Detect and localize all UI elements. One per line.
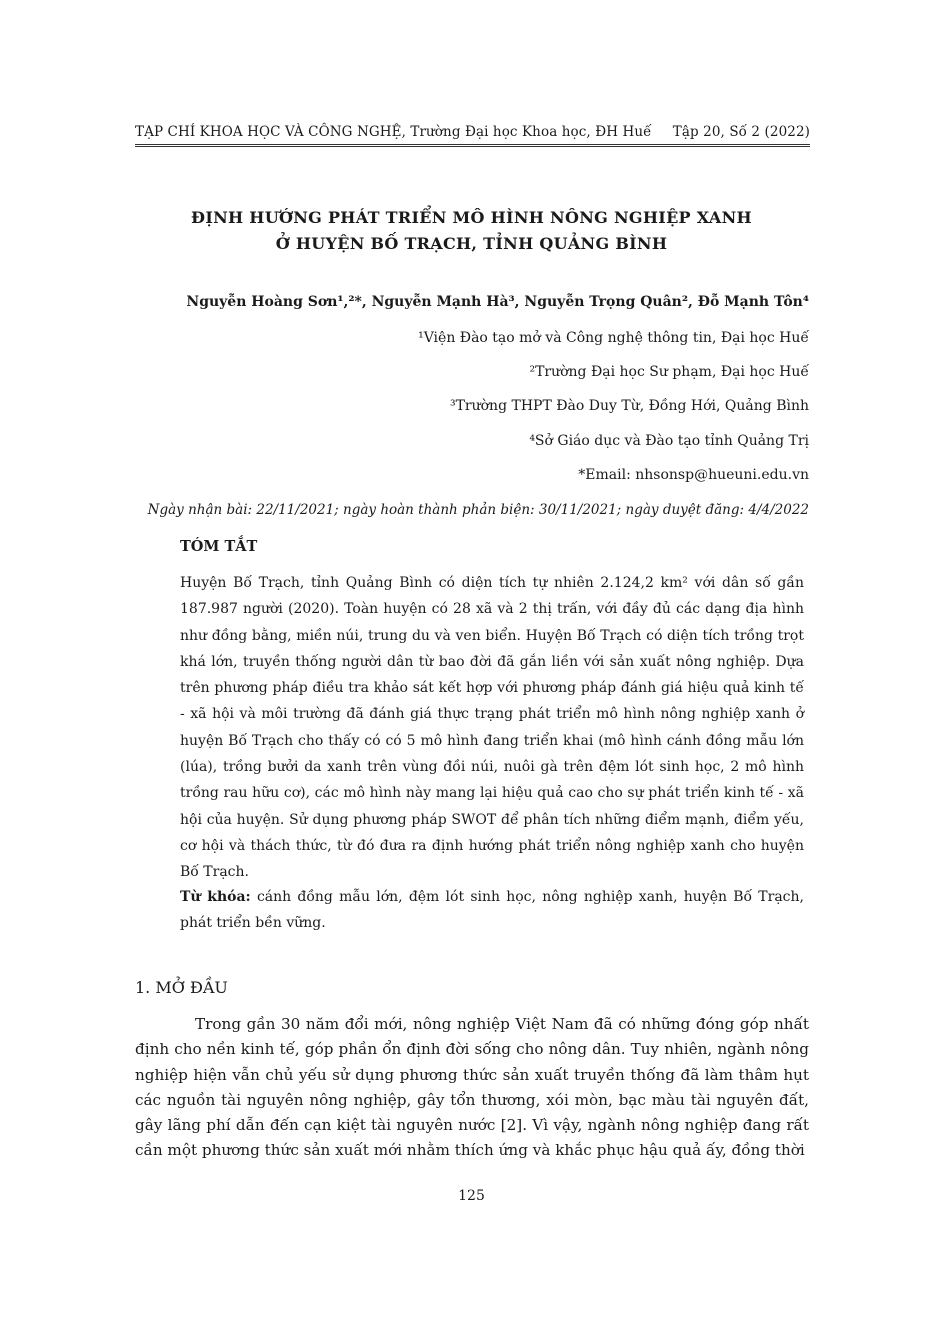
section-body-text: Trong gần 30 năm đổi mới, nông nghiệp Việt Nam đã có những đóng góp nhất định cho nền kinh tế, góp phần ổn định đời sống cho nông dân. Tuy nhiên, ngành nông nghiệp hiện vẫn chủ yếu sử dụng phương thức sản xuất truyền thống đã làm thâm hụt các nguồn tài nguyên nông nghiệp, gây tổn thương, xói mòn, bạc màu tài nguyên đất, gây lãng phí dẫn đến cạn kiệt tài nguyên nước [2]. Vì vậy, ngành nông nghiệp đang rất cần một phương thức sản xuất mới nhằm thích ứng và khắc phục hậu quả ấy, đồng thời	[135, 1015, 809, 1160]
title-line-1: ĐỊNH HƯỚNG PHÁT TRIỂN MÔ HÌNH NÔNG NGHIỆP XANH	[191, 208, 752, 227]
author-list: Nguyễn Hoàng Sơn¹,²*, Nguyễn Mạnh Hà³, Nguyễn Trọng Quân², Đỗ Mạnh Tôn⁴	[186, 294, 809, 310]
affiliation-3: ³Trường THPT Đào Duy Từ, Đồng Hới, Quảng Bình	[449, 398, 809, 414]
abstract-text: Huyện Bố Trạch, tỉnh Quảng Bình có diện tích tự nhiên 2.124,2 km² với dân số gần 187.987 người (2020). Toàn huyện có 28 xã và 2 thị trấn, với đầy đủ các dạng địa hình như đồng bằng, miền núi, trung du và ven biển. Huyện Bố Trạch có diện tích trồng trọt khá lớn, truyền thống người dân từ bao đời đã gắn liền với sản xuất nông nghiệp. Dựa trên phương pháp điều tra khảo sát kết hợp với phương pháp đánh giá hiệu quả kinh tế - xã hội và môi trường đã đánh giá thực trạng phát triển mô hình nông nghiệp xanh ở huyện Bố Trạch cho thấy có có 5 mô hình đang triển khai (mô hình cánh đồng mẫu lớn (lúa), trồng bưởi da xanh trên vùng đồi núi, nuôi gà trên đệm lót sinh học, 2 mô hình trồng rau hữu cơ), các mô hình này mang lại hiệu quả cao cho sự phát triển kinh tế - xã hội của huyện. Sử dụng phương pháp SWOT để phân tích những điểm mạnh, điểm yếu, cơ hội và thách thức, từ đó đưa ra định hướng phát triển nông nghiệp xanh cho huyện Bố Trạch.	[180, 575, 804, 881]
affiliation-1: ¹Viện Đào tạo mở và Công nghệ thông tin, Đại học Huế	[418, 330, 809, 346]
keywords-label: Từ khóa:	[180, 889, 251, 905]
running-header	[135, 124, 810, 147]
keywords	[180, 884, 804, 936]
journal-name: TẠP CHÍ KHOA HỌC VÀ CÔNG NGHỆ, Trường Đại học Khoa học, ĐH Huế	[135, 124, 652, 140]
keywords-text: cánh đồng mẫu lớn, đệm lót sinh học, nông nghiệp xanh, huyện Bố Trạch, phát triển bền vững.	[180, 889, 804, 931]
title-line-2: Ở HUYỆN BỐ TRẠCH, TỈNH QUẢNG BÌNH	[275, 234, 668, 253]
section-heading: 1. MỞ ĐẦU	[135, 978, 228, 997]
abstract-heading: TÓM TẮT	[180, 538, 258, 555]
volume-info: Tập 20, Số 2 (2022)	[672, 124, 810, 140]
paper-title	[0, 205, 943, 257]
affiliation-4: ⁴Sở Giáo dục và Đào tạo tỉnh Quảng Trị	[529, 433, 809, 449]
page-number: 125	[458, 1188, 485, 1204]
submission-dates: Ngày nhận bài: 22/11/2021; ngày hoàn thành phản biện: 30/11/2021; ngày duyệt đăng: 4/4/2022	[147, 502, 809, 518]
corresponding-email: *Email: nhsonsp@hueuni.edu.vn	[578, 467, 809, 483]
affiliation-2: ²Trường Đại học Sư phạm, Đại học Huế	[529, 364, 809, 380]
